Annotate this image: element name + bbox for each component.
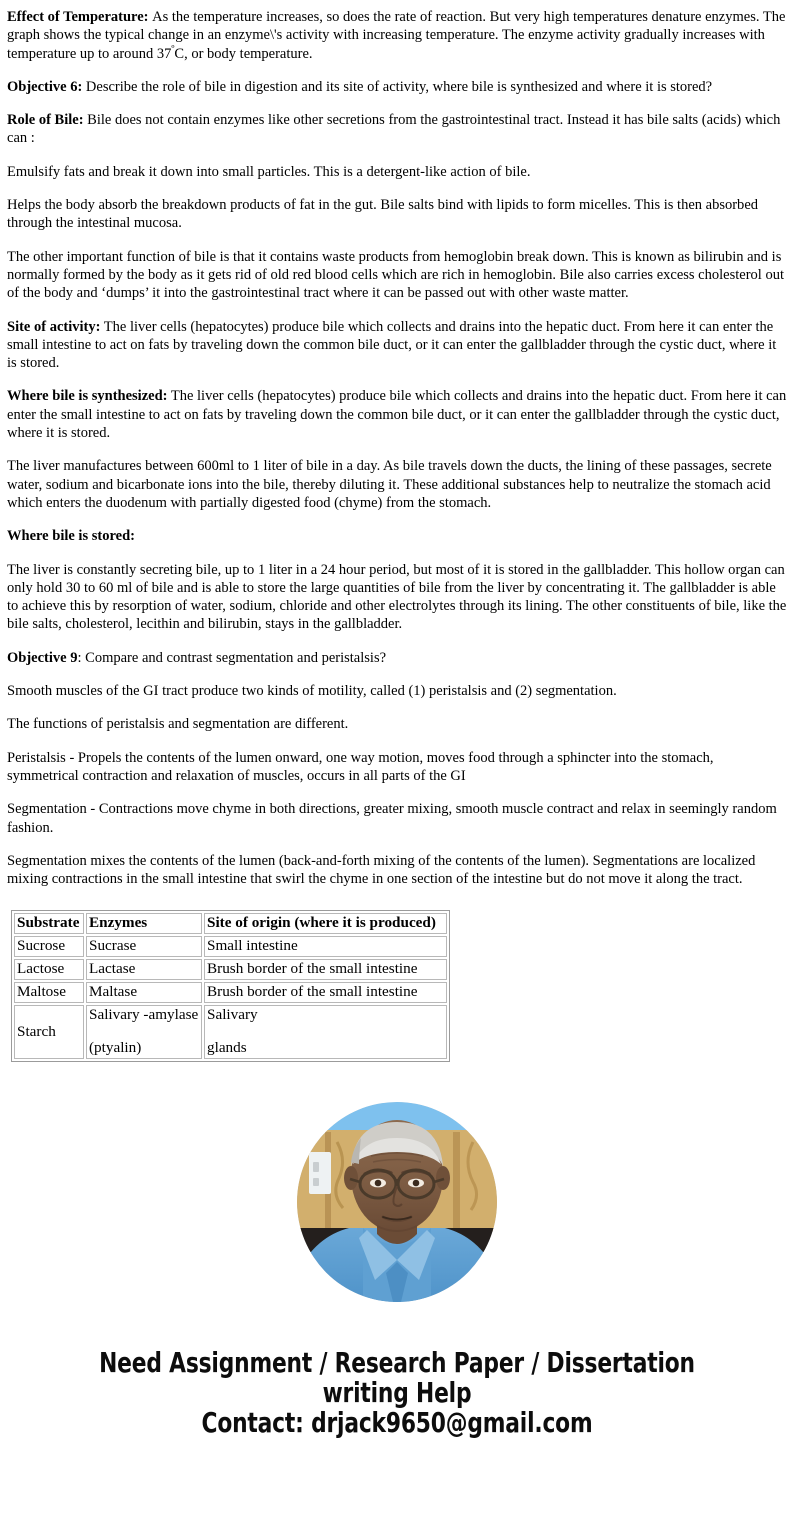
promo-block [7, 1348, 787, 1438]
cell-origin: Brush border of the small intestine [204, 959, 447, 980]
paragraph-lead: Role of Bile: [7, 111, 84, 129]
cell-enzyme: Maltase [86, 982, 202, 1003]
paragraph-text: Bile does not contain enzymes like other secretions from the gastrointestinal tract. Instead it has bile salts (acids) which can : [7, 111, 781, 147]
table-row [14, 982, 447, 1003]
cell-origin: Brush border of the small intestine [204, 982, 447, 1003]
cell-origin: Small intestine [204, 936, 447, 957]
paragraph-smooth-muscles [7, 682, 787, 700]
paragraph-where-bile-stored-heading [7, 527, 787, 545]
table-row [14, 1005, 447, 1059]
table-header-row [14, 913, 447, 934]
paragraph-gallbladder-storage [7, 561, 787, 634]
cell-origin-line-1: Salivary [207, 1006, 258, 1024]
paragraph-lead: Effect of Temperature: [7, 8, 149, 25]
paragraph-peristalsis-definition [7, 749, 787, 786]
paragraph-site-of-activity [7, 318, 787, 373]
paragraph-objective-9 [7, 649, 787, 667]
paragraph-text: Segmentation - Contractions move chyme in both directions, greater mixing, smooth muscle contract and relax in seemingly random fashion. [7, 800, 777, 836]
table-row [14, 959, 447, 980]
promo-line-1: Need Assignment / Research Paper / Dissertation [99, 1347, 695, 1380]
paragraph-text: The liver manufactures between 600ml to 1 liter of bile in a day. As bile travels down the ducts, the lining of these passages, secrete water, sodium and bicarbonate ions into the bile, thereby diluting it. These additional substances help to neutralize the stomach acid which enters the duodenum with partially digested food (chyme) from the stomach. [7, 457, 772, 511]
paragraph-text: Describe the role of bile in digestion and its site of activity, where bile is synthesized and where it is stored? [82, 77, 713, 95]
paragraph-liver-manufactures [7, 457, 787, 512]
cell-origin [204, 1005, 447, 1059]
paragraph-lead: Site of activity: [7, 317, 101, 335]
paragraph-lead: Where bile is stored: [7, 527, 135, 545]
table-header [14, 913, 447, 934]
cell-substrate: Maltose [14, 982, 84, 1003]
paragraph-lead: Objective 6: [7, 77, 83, 95]
paragraph-helps-absorb [7, 196, 787, 233]
portrait-photo-icon [297, 1102, 497, 1302]
paragraph-where-bile-synthesized [7, 387, 787, 442]
degree-symbol: º [171, 43, 175, 55]
paragraph-text: Smooth muscles of the GI tract produce two kinds of motility, called (1) peristalsis and (2) segmentation. [7, 682, 617, 700]
paragraph-text: Peristalsis - Propels the contents of the lumen onward, one way motion, moves food through a sphincter into the stomach, symmetrical contraction and relaxation of muscles, occurs in all parts of the GI [7, 748, 714, 784]
paragraph-lead: Objective 9 [7, 648, 78, 666]
cell-enzyme-line-1: Salivary -amylase [89, 1006, 199, 1024]
promo-line-2: writing Help [322, 1377, 472, 1410]
enzyme-table [11, 910, 450, 1062]
paragraph-text: The liver cells (hepatocytes) produce bile which collects and drains into the hepatic duct. From here it can enter the small intestine to act on fats by traveling down the common bile duct, or it can enter the gallbladder through the cystic duct, where it is stored. [7, 317, 777, 372]
cell-substrate: Sucrose [14, 936, 84, 957]
column-header-enzymes: Enzymes [86, 913, 202, 934]
paragraph-text: The functions of peristalsis and segmentation are different. [7, 715, 349, 733]
table-row [14, 936, 447, 957]
paragraph-text: Helps the body absorb the breakdown products of fat in the gut. Bile salts bind with lipids to form micelles. This is then absorbed through the intestinal mucosa. [7, 196, 759, 232]
table-body [14, 936, 447, 1059]
cell-enzyme-line-2: (ptyalin) [89, 1039, 142, 1057]
paragraph-functions-differ [7, 715, 787, 733]
paragraph-text: Emulsify fats and break it down into small particles. This is a detergent-like action of bile. [7, 162, 531, 180]
paragraph-text: The other important function of bile is that it contains waste products from hemoglobin break down. This is known as bilirubin and is normally formed by the body as it gets rid of old red blood cells which are rich in hemoglobin. Bile also carries excess cholesterol out of the body and ‘dumps’ it into the gastrointestinal tract where it can be passed out with other waste matter. [7, 247, 784, 302]
cell-substrate: Lactose [14, 959, 84, 980]
paragraph-objective-6 [7, 78, 787, 96]
promo-line-3: Contact: drjack9650@gmail.com [201, 1407, 593, 1440]
avatar-block [7, 1102, 787, 1302]
paragraph-bilirubin [7, 248, 787, 303]
paragraph-text: : Compare and contrast segmentation and peristalsis? [77, 648, 387, 666]
paragraph-emulsify-fats [7, 163, 787, 181]
paragraph-text: As the temperature increases, so does the rate of reaction. But very high temperatures denature enzymes. The graph shows the typical change in an enzyme\'s activity with increasing temperature. The enzyme activity gradually increases with temperature up to around $37^ºC$, or body temperature. [7, 8, 786, 62]
paragraph-list [7, 8, 787, 888]
cell-enzyme [86, 1005, 202, 1059]
paragraph-text: The liver is constantly secreting bile, up to 1 liter in a 24 hour period, but most of it is stored in the gallbladder. This hollow organ can only hold 30 to 60 ml of bile and is able to store the large quantities of bile from the liver by concentrating it. The gallbladder is able to achieve this by resorption of water, sodium, chloride and other electrolytes through its lining. The other constituents of bile, like the bile salts, cholesterol, lecithin and bilirubin, stays in the gallbladder. [7, 560, 787, 633]
column-header-substrate: Substrate [14, 913, 84, 934]
cell-substrate: Starch [14, 1005, 84, 1059]
paragraph-segmentation-mixes [7, 852, 787, 889]
column-header-site-of-origin: Site of origin (where it is produced) [204, 913, 447, 934]
paragraph-text: The liver cells (hepatocytes) produce bile which collects and drains into the hepatic duct. From here it can enter the small intestine to act on fats by traveling down the common bile duct, or it can enter the gallbladder through the cystic duct, where it is stored. [7, 387, 787, 442]
cell-origin-line-2: glands [207, 1039, 247, 1057]
enzyme-table-wrapper [7, 910, 787, 1062]
paragraph-text: Segmentation mixes the contents of the lumen (back-and-forth mixing of the contents of the lumen). Segmentations are localized mixing contractions in the small intestine that swirl the chyme in one section of the intestine but do not move it along the tract. [7, 851, 756, 888]
paragraph-segmentation-definition [7, 800, 787, 837]
paragraph-role-of-bile [7, 111, 787, 148]
cell-enzyme: Sucrase [86, 936, 202, 957]
cell-enzyme: Lactase [86, 959, 202, 980]
paragraph-lead: Where bile is synthesized: [7, 387, 168, 405]
paragraph-effect-of-temperature [7, 8, 787, 63]
avatar [297, 1102, 497, 1302]
